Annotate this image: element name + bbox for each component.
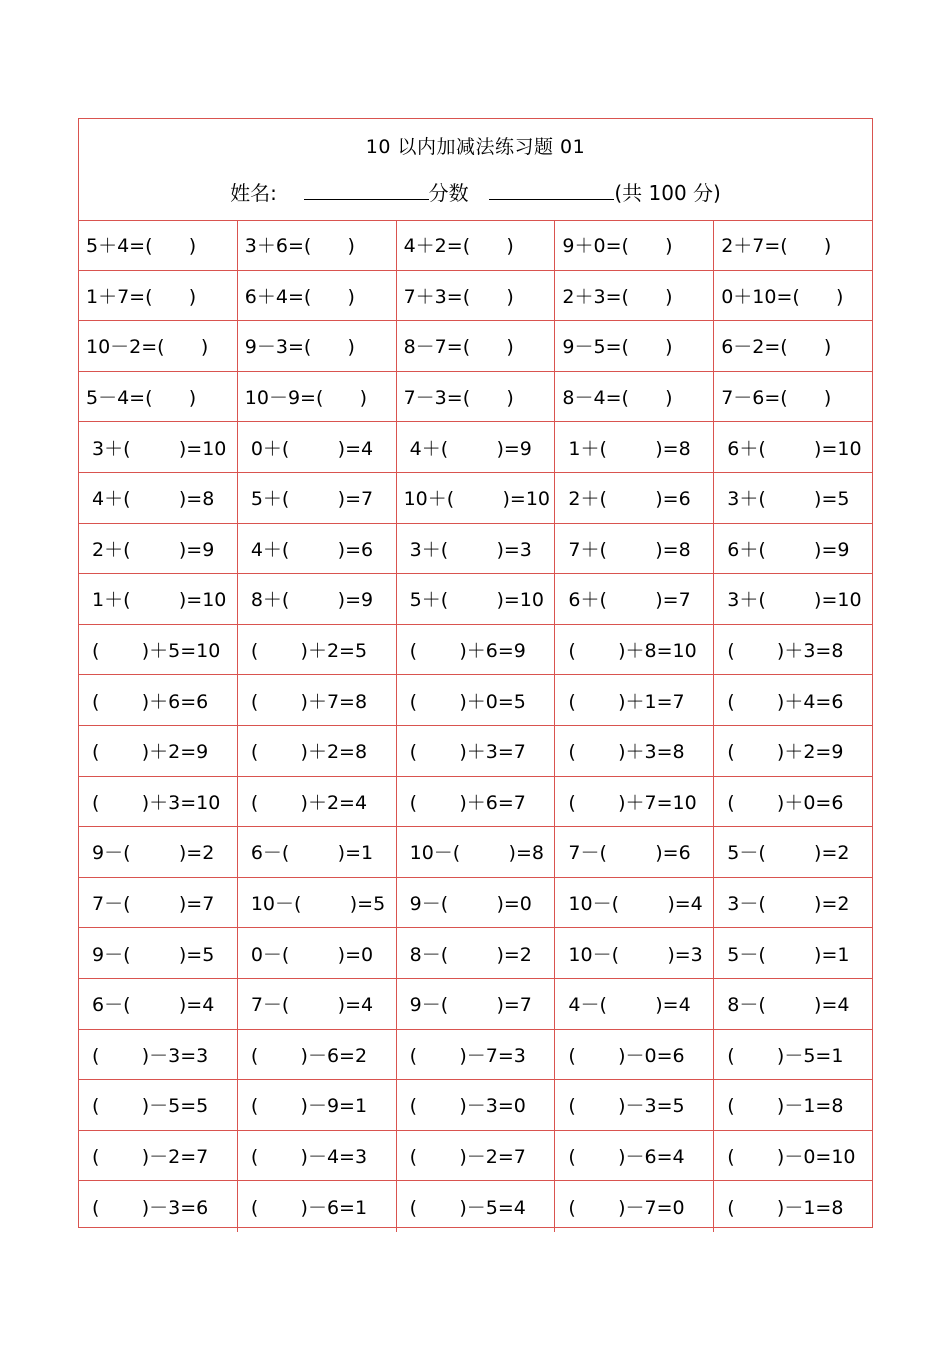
problem-cell[interactable]: 4＋( )=9	[397, 422, 556, 472]
problem-cell[interactable]: ( )＋6=6	[79, 675, 238, 725]
problem-cell[interactable]: 6＋( )=10	[721, 437, 862, 460]
problem-cell[interactable]: 2＋( )=9	[79, 524, 238, 574]
problem-cell[interactable]: 4＋( )=8	[79, 473, 238, 523]
problem-cell[interactable]: ( )＋3=8	[555, 726, 714, 776]
problem-cell[interactable]: ( )－5=5	[79, 1080, 238, 1130]
name-label: 姓名:	[230, 181, 277, 205]
problem-cell[interactable]: 7－3=( )	[397, 372, 556, 422]
problem-cell[interactable]: ( )－3=0	[397, 1080, 556, 1130]
problem-cell[interactable]: 8－4=( )	[555, 372, 714, 422]
problem-row	[79, 726, 872, 777]
problem-cell[interactable]: ( )－2=7	[79, 1131, 238, 1181]
problem-cell[interactable]: 0＋10=( )	[721, 285, 844, 308]
problem-cell[interactable]: 7－( )=7	[79, 878, 238, 928]
problem-cell[interactable]: 8－( )=2	[397, 928, 556, 978]
problem-cell[interactable]: ( )－6=2	[238, 1030, 397, 1080]
problem-cell[interactable]: 2＋3=( )	[555, 271, 714, 321]
problem-cell[interactable]: 1＋( )=10	[79, 574, 238, 624]
problem-cell[interactable]: 7－6=( )	[721, 387, 832, 410]
problem-row	[79, 979, 872, 1030]
score-label: 分数	[428, 181, 469, 205]
problem-row	[79, 220, 872, 271]
problem-cell[interactable]: 3＋( )=3	[397, 524, 556, 574]
problem-row	[79, 827, 872, 878]
page-title: 10 以内加减法练习题 01	[365, 136, 586, 158]
problem-cell[interactable]: ( )－3=6	[79, 1181, 238, 1232]
problem-cell[interactable]: 3－( )=2	[721, 893, 850, 916]
problem-cell[interactable]: ( )－7=3	[397, 1030, 556, 1080]
problem-cell[interactable]: ( )＋3=10	[79, 777, 238, 827]
problem-cell[interactable]: ( )－7=0	[555, 1181, 714, 1232]
problem-cell[interactable]: 3＋( )=5	[721, 488, 850, 511]
problem-cell[interactable]: 10－( )=8	[397, 827, 556, 877]
problem-cell[interactable]: 8－7=( )	[397, 321, 556, 371]
problem-cell[interactable]: ( )＋7=8	[238, 675, 397, 725]
problem-cell[interactable]: 8－( )=4	[721, 994, 850, 1017]
score-blank[interactable]	[489, 183, 614, 200]
problem-cell[interactable]: 9－3=( )	[238, 321, 397, 371]
problem-cell[interactable]: 10＋( )=10	[397, 473, 556, 523]
problem-cell[interactable]: ( )－6=4	[555, 1131, 714, 1181]
problem-cell[interactable]: ( )＋2=9	[721, 741, 844, 764]
problem-cell[interactable]: 6－2=( )	[721, 336, 832, 359]
problem-cell[interactable]: ( )－3=3	[79, 1030, 238, 1080]
problem-cell[interactable]: 9－5=( )	[555, 321, 714, 371]
problem-cell[interactable]: 8＋( )=9	[238, 574, 397, 624]
problem-cell[interactable]: 10－9=( )	[238, 372, 397, 422]
problem-cell[interactable]: ( )－5=4	[397, 1181, 556, 1232]
problem-cell[interactable]: ( )－0=6	[555, 1030, 714, 1080]
worksheet	[78, 118, 873, 1228]
problem-cell[interactable]: 4－( )=4	[555, 979, 714, 1029]
problem-cell[interactable]: 4＋2=( )	[397, 220, 556, 270]
problem-cell[interactable]: ( )＋2=4	[238, 777, 397, 827]
problem-cell[interactable]: 6＋4=( )	[238, 271, 397, 321]
problem-cell[interactable]: 4＋( )=6	[238, 524, 397, 574]
student-info-line	[79, 177, 872, 206]
problem-cell[interactable]: 10－2=( )	[79, 321, 238, 371]
problem-cell[interactable]: ( )＋2=5	[238, 625, 397, 675]
problem-cell[interactable]: 1＋( )=8	[555, 422, 714, 472]
problem-cell[interactable]: ( )－1=8	[721, 1095, 844, 1118]
problem-cell[interactable]: 7－( )=4	[238, 979, 397, 1029]
problem-cell[interactable]: ( )＋6=9	[397, 625, 556, 675]
problem-row	[79, 878, 872, 929]
problem-cell[interactable]: 1＋7=( )	[79, 271, 238, 321]
problem-cell[interactable]: 6－( )=1	[238, 827, 397, 877]
problem-cell[interactable]: 2＋7=( )	[721, 235, 832, 258]
problem-cell[interactable]: 0－( )=0	[238, 928, 397, 978]
problem-row	[79, 1131, 872, 1182]
worksheet-header	[79, 119, 872, 221]
problem-cell[interactable]: ( )＋2=9	[79, 726, 238, 776]
problem-cell[interactable]: 7＋( )=8	[555, 524, 714, 574]
problem-cell[interactable]: 3＋( )=10	[79, 422, 238, 472]
problem-cell[interactable]: 6－( )=4	[79, 979, 238, 1029]
problem-cell[interactable]: 3＋( )=10	[721, 589, 862, 612]
problem-cell[interactable]: 0＋( )=4	[238, 422, 397, 472]
problem-row	[79, 1080, 872, 1131]
problem-row	[79, 1181, 872, 1232]
problem-cell[interactable]: ( )＋6=7	[397, 777, 556, 827]
problem-cell[interactable]: 9－( )=7	[397, 979, 556, 1029]
problem-cell[interactable]: ( )＋5=10	[79, 625, 238, 675]
total-label: (共 100 分)	[614, 181, 721, 205]
problem-cell[interactable]: 5＋4=( )	[79, 220, 238, 270]
name-blank[interactable]	[304, 183, 429, 200]
problem-cell[interactable]: 5＋( )=7	[238, 473, 397, 523]
problem-cell[interactable]: 10－( )=5	[238, 878, 397, 928]
problem-cell[interactable]: 9－( )=2	[79, 827, 238, 877]
problem-cell[interactable]: 6＋( )=9	[721, 538, 850, 561]
problem-cell[interactable]: ( )－9=1	[238, 1080, 397, 1130]
problem-row	[79, 271, 872, 322]
problem-cell[interactable]: ( )＋7=10	[555, 777, 714, 827]
problem-row	[79, 625, 872, 676]
problem-row	[79, 321, 872, 372]
problem-row	[79, 422, 872, 473]
problem-row	[79, 1030, 872, 1081]
problem-cell[interactable]: ( )－6=1	[238, 1181, 397, 1232]
problem-cell[interactable]: ( )＋0=6	[721, 791, 844, 814]
problem-cell[interactable]: 10－( )=3	[555, 928, 714, 978]
problem-cell[interactable]: 6＋( )=7	[555, 574, 714, 624]
problem-cell[interactable]: ( )＋8=10	[555, 625, 714, 675]
problem-cell[interactable]: ( )＋1=7	[555, 675, 714, 725]
problem-row	[79, 524, 872, 575]
problem-cell[interactable]: ( )＋3=7	[397, 726, 556, 776]
problem-cell[interactable]: 9－( )=5	[79, 928, 238, 978]
problem-cell[interactable]: ( )＋2=8	[238, 726, 397, 776]
problem-cell[interactable]: ( )－4=3	[238, 1131, 397, 1181]
problem-row	[79, 574, 872, 625]
problem-cell[interactable]: 5－( )=2	[721, 842, 850, 865]
problem-cell[interactable]: ( )＋4=6	[721, 690, 844, 713]
problem-grid	[79, 220, 872, 1227]
problem-row	[79, 372, 872, 423]
problem-cell[interactable]: 2＋( )=6	[555, 473, 714, 523]
problem-row	[79, 928, 872, 979]
problem-row	[79, 777, 872, 828]
problem-cell[interactable]: 5＋( )=10	[397, 574, 556, 624]
problem-cell[interactable]: ( )－2=7	[397, 1131, 556, 1181]
problem-cell[interactable]: ( )＋3=8	[721, 640, 844, 663]
problem-cell[interactable]: 5－( )=1	[721, 943, 850, 966]
problem-cell[interactable]: 5－4=( )	[79, 372, 238, 422]
problem-row	[79, 675, 872, 726]
problem-cell[interactable]: 7＋3=( )	[397, 271, 556, 321]
problem-row	[79, 473, 872, 524]
problem-cell[interactable]: 9－( )=0	[397, 878, 556, 928]
problem-cell[interactable]: 3＋6=( )	[238, 220, 397, 270]
problem-cell[interactable]: 9＋0=( )	[555, 220, 714, 270]
problem-cell[interactable]: ( )－1=8	[721, 1197, 844, 1220]
problem-cell[interactable]: ( )－3=5	[555, 1080, 714, 1130]
problem-cell[interactable]: ( )＋0=5	[397, 675, 556, 725]
problem-cell[interactable]: ( )－0=10	[721, 1145, 856, 1168]
problem-cell[interactable]: 10－( )=4	[555, 878, 714, 928]
problem-cell[interactable]: 7－( )=6	[555, 827, 714, 877]
problem-cell[interactable]: ( )－5=1	[721, 1044, 844, 1067]
